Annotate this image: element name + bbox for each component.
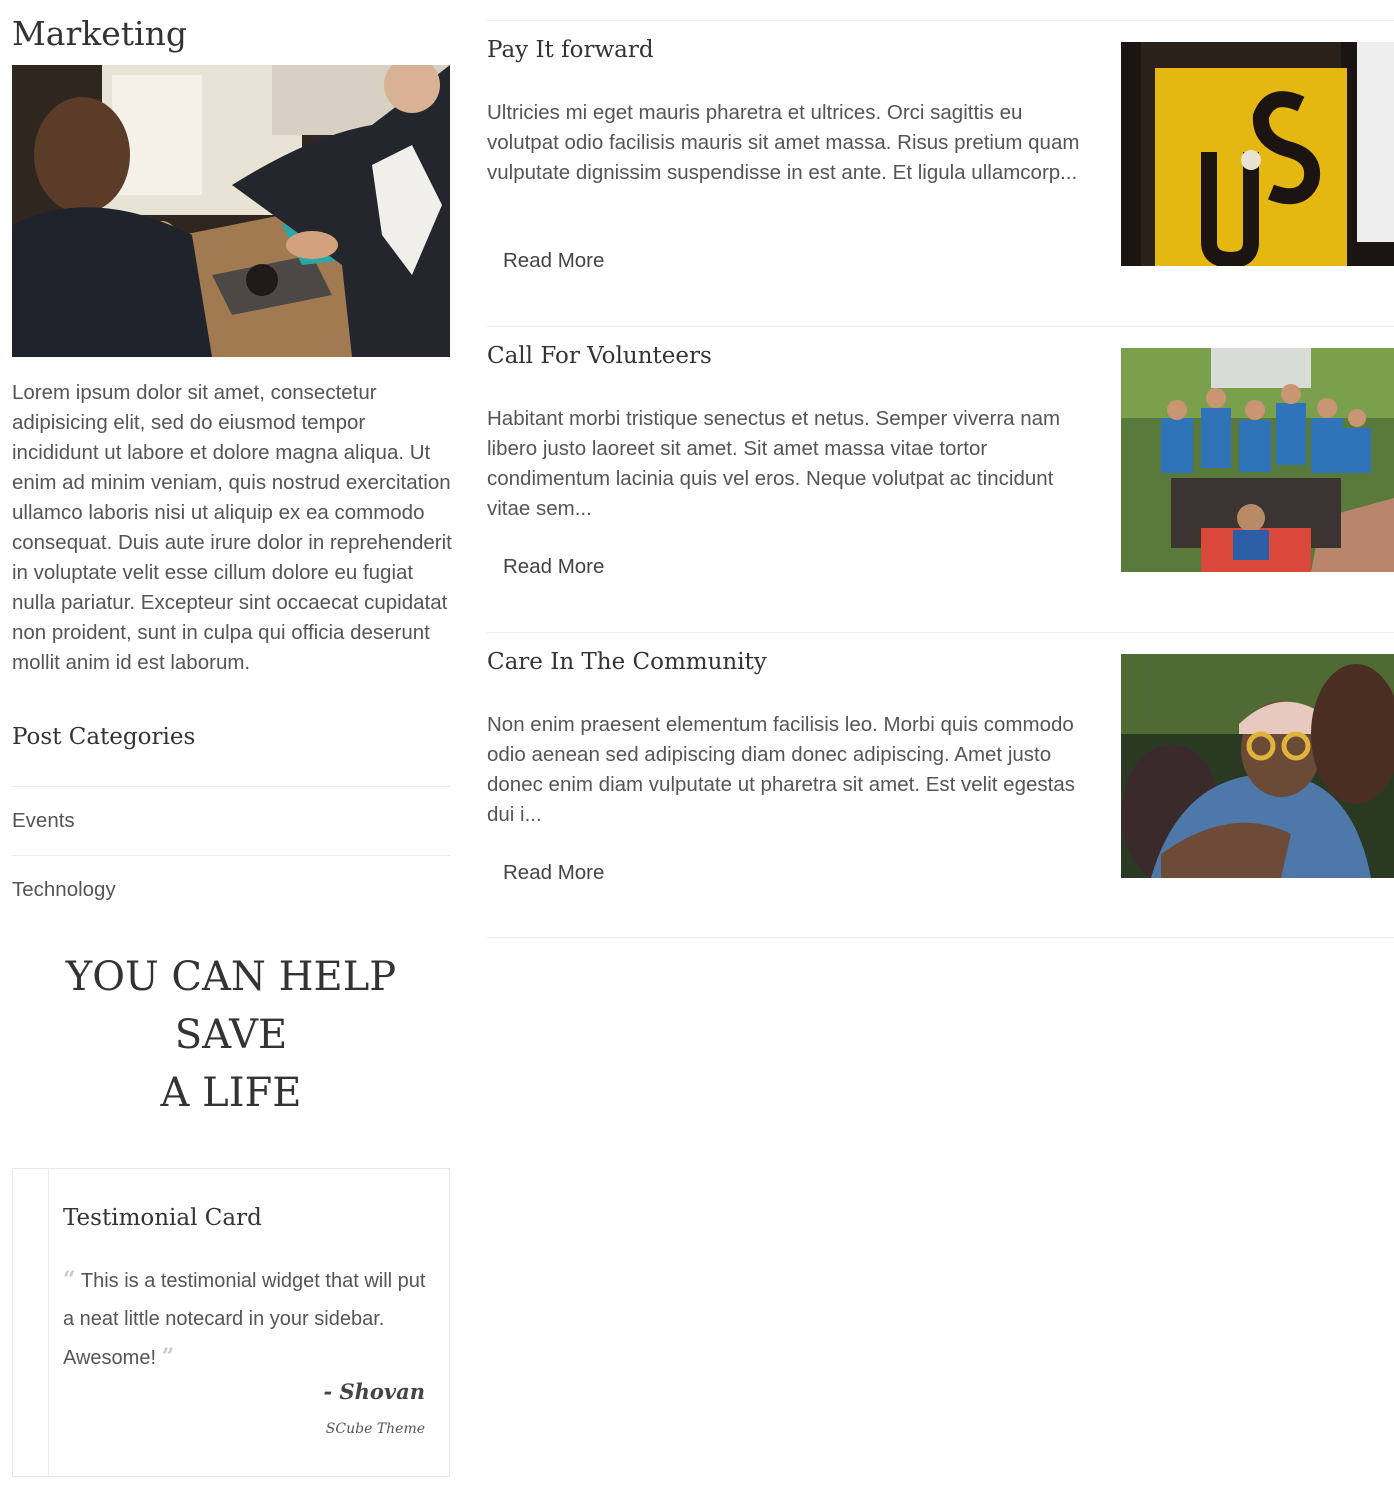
post-categories-title: Post Categories <box>12 724 196 750</box>
post-title[interactable]: Call For Volunteers <box>487 343 712 369</box>
category-technology-link[interactable]: Technology <box>12 855 450 924</box>
post-item <box>487 20 1394 327</box>
open-quote-icon: “ <box>63 1267 76 1293</box>
close-quote-icon: ” <box>161 1344 175 1370</box>
cta-line: SAVE <box>174 1012 288 1058</box>
widget-title: Marketing <box>12 14 187 53</box>
post-title[interactable]: Pay It forward <box>487 37 654 63</box>
post-thumbnail-community-hug[interactable] <box>1121 654 1394 878</box>
post-excerpt: Habitant morbi tristique senectus et netus. Semper viverra nam libero justo laoreet sit amet. Sit amet massa vitae tortor condimentum lacinia quis vel eros. Neque volutpat ac tincidunt vitae sem... <box>487 407 1061 520</box>
testimonial-text: This is a testimonial widget that will put a neat little notecard in your sidebar. Awesome! <box>63 1270 426 1369</box>
category-events-link[interactable]: Events <box>12 786 450 855</box>
featured-image-handshake <box>12 65 450 357</box>
post-thumbnail-volunteers[interactable] <box>1121 348 1394 572</box>
cta-line: YOU CAN HELP <box>65 954 397 1000</box>
testimonial-title: Testimonial Card <box>63 1205 262 1231</box>
read-more-link[interactable]: Read More <box>503 555 605 578</box>
post-item <box>487 632 1394 939</box>
testimonial-quote <box>63 1261 433 1377</box>
testimonial-company: SCube Theme <box>325 1421 425 1437</box>
read-more-link[interactable]: Read More <box>503 249 605 272</box>
cta-line: A LIFE <box>160 1070 302 1116</box>
post-thumbnail-us-sign[interactable] <box>1121 42 1394 266</box>
cta-heading <box>12 948 450 1122</box>
posts-bottom-divider <box>487 937 1394 938</box>
category-list <box>12 786 450 924</box>
post-excerpt: Ultricies mi eget mauris pharetra et ultrices. Orci sagittis eu volutpat odio facilisis mauris sit amet massa. Risus pretium quam vulputate dignissim suspendisse in est ante. Et ligula ullamcorp... <box>487 101 1080 184</box>
marketing-intro-text: Lorem ipsum dolor sit amet, consectetur adipisicing elit, sed do eiusmod tempor incididunt ut labore et dolore magna aliqua. Ut enim ad minim veniam, quis nostrud exercitation ullamco laboris nisi ut aliquip ex ea commodo consequat. Duis aute irure dolor in reprehenderit in voluptate velit esse cillum dolore eu fugiat nulla pariatur. Excepteur sint occaecat cupidatat non proident, sunt in culpa qui officia deserunt mollit anim id est laborum. <box>12 381 452 674</box>
testimonial-card <box>12 1168 450 1477</box>
post-excerpt: Non enim praesent elementum facilisis leo. Morbi quis commodo odio aenean sed adipiscing diam donec adipiscing. Amet justo donec enim diam vulputate ut pharetra sit amet. Est velit egestas dui i... <box>487 713 1075 826</box>
post-item <box>487 326 1394 633</box>
post-title[interactable]: Care In The Community <box>487 649 767 675</box>
testimonial-author: - Shovan <box>323 1379 425 1404</box>
read-more-link[interactable]: Read More <box>503 861 605 884</box>
card-divider <box>48 1169 49 1476</box>
